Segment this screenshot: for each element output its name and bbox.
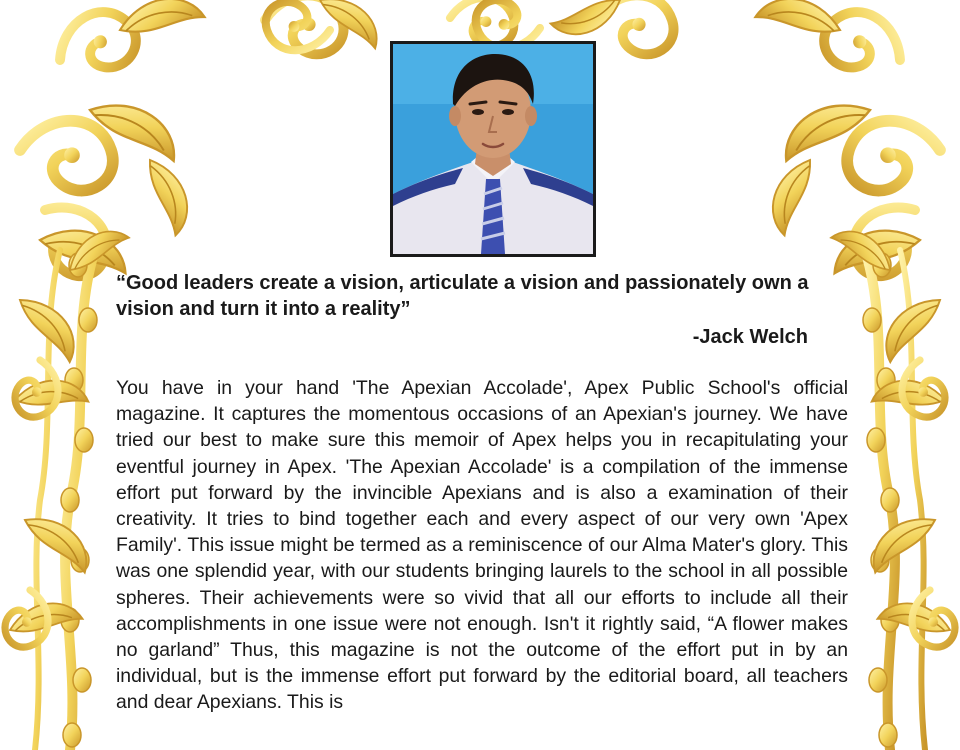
student-portrait-image: [393, 44, 593, 254]
editorial-paragraph: You have in your hand 'The Apexian Accolade', Apex Public School's official magazine. It captures the momentous occasions of an Apexian's journey. We have tried our best to make sure this memoir of Apex helps you in recapitulating your eventful journey in Apex. 'The Apexian Accolade' is a compilation of the immense effort put forward by the invincible Apexians and is also a examination of their creativity. It tries to bind together each and every aspect of our very own 'Apex Family'. This issue might be termed as a reminiscence of our Alma Mater's glory. This was one splendid year, with our students bringing laurels to the school in all possible spheres. Their achievements were so vivid that all our efforts to include all their accomplishments in one issue were not enough. Isn't it rightly said, “A flower makes no garland” Thus, this magazine is not the outcome of the effort put in by an individual, but is the immense effort put forward by the editorial board, all teachers and dear Apexians. This is: [116, 377, 848, 714]
quote-attribution: -Jack Welch: [692, 326, 808, 348]
leadership-quote: “Good leaders create a vision, articulate a vision and passionately own a vision and turn it into a reality”: [116, 272, 809, 320]
left-side-ornament: [5, 218, 129, 750]
portrait-photo: [390, 41, 596, 257]
